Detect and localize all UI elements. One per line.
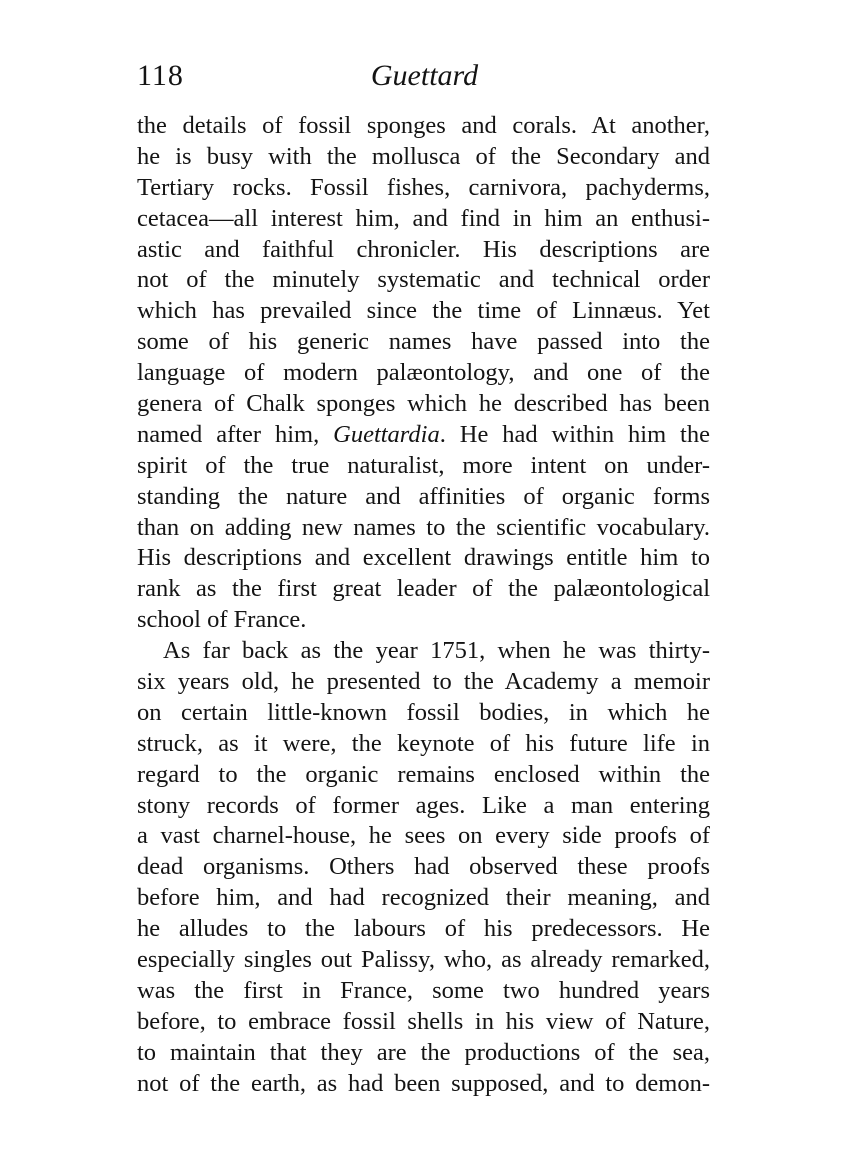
text-line: before him, and had recognized their meaning, and xyxy=(137,884,710,912)
text-line: standing the nature and affinities of organic forms xyxy=(137,482,710,510)
text-line: spirit of the true naturalist, more intent on under- xyxy=(137,451,710,479)
text-line: not of the earth, as had been supposed, and to demon- xyxy=(137,1069,710,1097)
text-line: the details of fossil sponges and corals. At another, xyxy=(137,112,710,139)
text-line: some of his generic names have passed into the xyxy=(137,328,710,356)
running-head: Guettard xyxy=(370,59,479,92)
text-line: which has prevailed since the time of Linnæus. Yet xyxy=(137,297,710,325)
text-line: to maintain that they are the productions of the sea, xyxy=(137,1038,710,1066)
text-line: astic and faithful chronicler. His descriptions are xyxy=(137,235,710,263)
text-line: before, to embrace fossil shells in his view of Nature, xyxy=(137,1007,710,1035)
text-line: on certain little-known fossil bodies, in which he xyxy=(137,698,710,726)
text-line: six years old, he presented to the Academy a memoir xyxy=(137,668,710,696)
text-line: regard to the organic remains enclosed within the xyxy=(137,760,710,788)
text-line: stony records of former ages. Like a man entering xyxy=(137,791,710,819)
text-line-paragraph-start: As far back as the year 1751, when he was thirty- xyxy=(163,637,710,665)
text-line: genera of Chalk sponges which he described has been xyxy=(137,390,710,418)
text-line: he alludes to the labours of his predecessors. He xyxy=(137,915,710,943)
text-line: His descriptions and excellent drawings entitle him to xyxy=(137,544,710,572)
text-line-paragraph-end: school of France. xyxy=(137,606,307,634)
text-line: struck, as it were, the keynote of his future life in xyxy=(137,729,710,757)
genus-name-italic: Guettardia xyxy=(333,420,440,448)
text-line: not of the minutely systematic and technical order xyxy=(137,266,710,294)
text-line: than on adding new names to the scientific vocabulary. xyxy=(137,513,710,541)
text-line: dead organisms. Others had observed these proofs xyxy=(137,853,710,881)
text-line: language of modern palæontology, and one of the xyxy=(137,359,710,387)
page-header xyxy=(137,56,712,96)
text-line: was the first in France, some two hundred years xyxy=(137,976,710,1004)
text-line: cetacea—all interest him, and find in him an enthusi- xyxy=(137,204,710,232)
text-line: a vast charnel-house, he sees on every side proofs of xyxy=(137,822,710,850)
text-line: named after him, Guettardia. He had within him the xyxy=(137,420,710,448)
text-line: he is busy with the mollusca of the Secondary and xyxy=(137,142,710,170)
body-text xyxy=(137,111,710,1100)
text-line: rank as the first great leader of the palæontological xyxy=(137,575,710,603)
page-number: 118 xyxy=(137,59,184,92)
text-line: especially singles out Palissy, who, as already remarked, xyxy=(137,946,710,974)
text-line: Tertiary rocks. Fossil fishes, carnivora, pachyderms, xyxy=(137,173,710,201)
